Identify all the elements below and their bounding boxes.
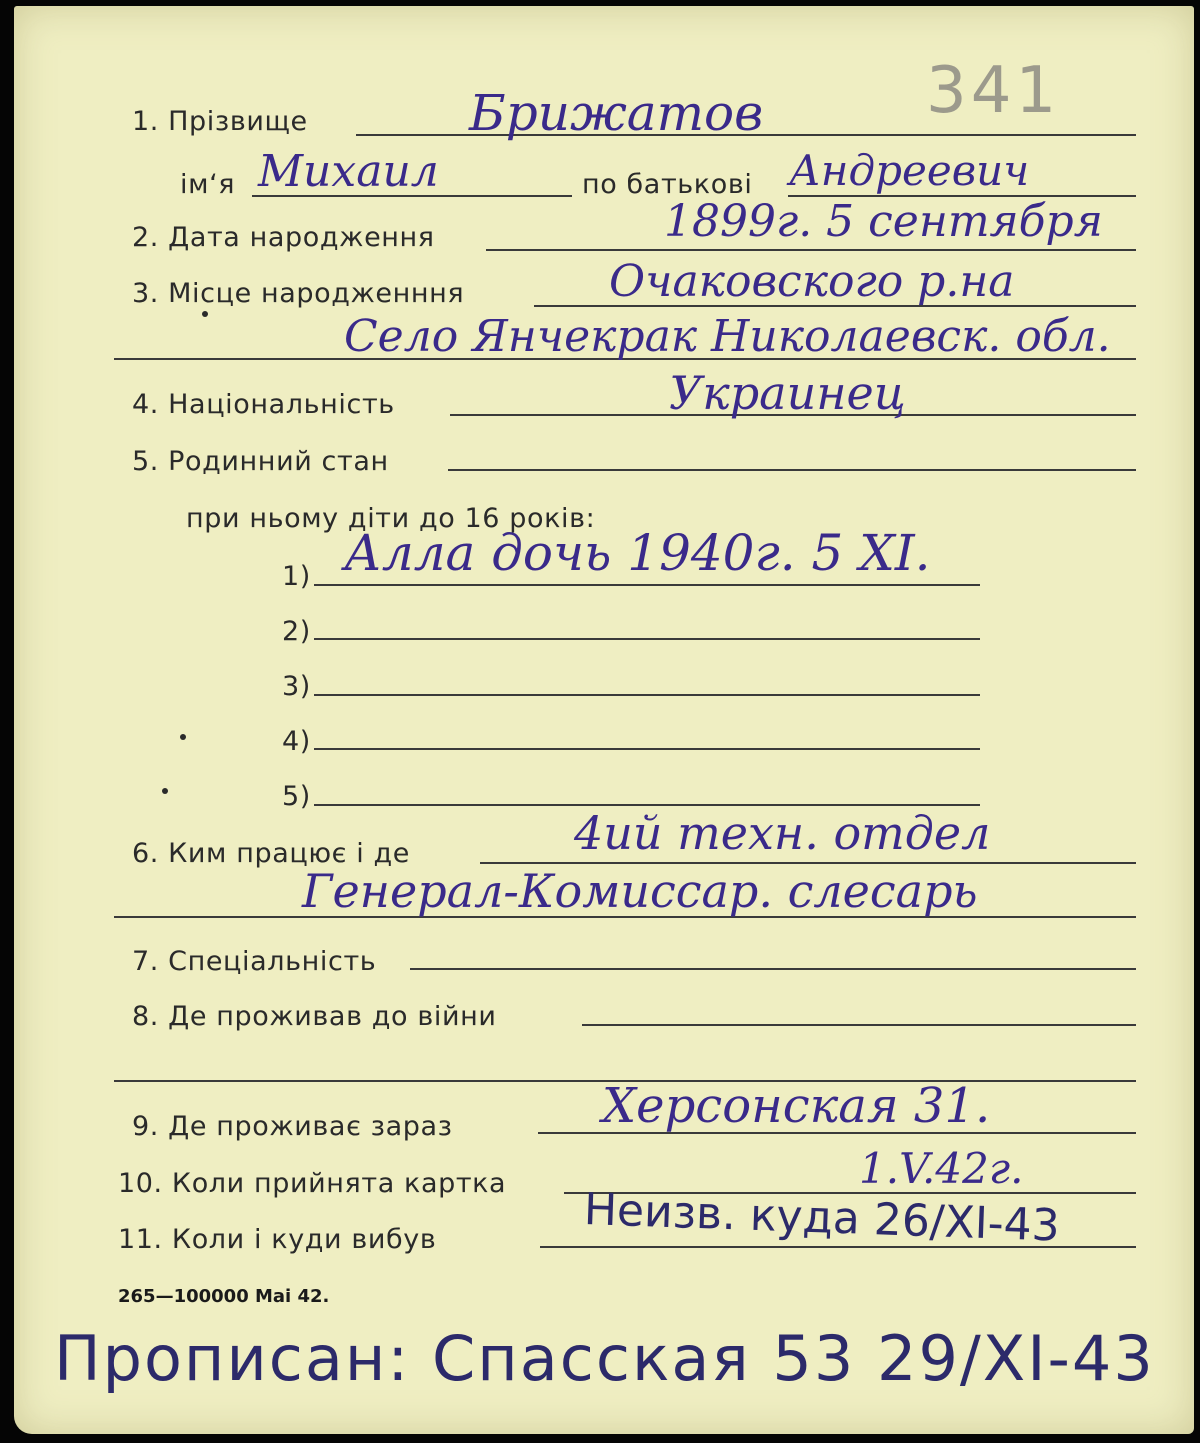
child-value-1: Алла дочь 1940г. 5 XI. — [344, 524, 931, 582]
field-label-marital-status: 5. Родинний стан — [132, 446, 389, 477]
field-label-surname: 1. Прізвище — [132, 106, 308, 137]
field-label-birth-place: 3. Місце народженння — [132, 278, 465, 309]
field-line-marital-status — [448, 469, 1136, 471]
field-value-departure: Неизв. куда 26/XI-43 — [583, 1184, 1061, 1252]
field-line-specialty — [410, 968, 1136, 970]
child-label-3: 3) — [282, 671, 311, 702]
field-label-card-accepted: 10. Коли прийнята картка — [118, 1168, 507, 1199]
field-value-birth-place-1: Очаковского р.на — [609, 256, 1015, 307]
ink-speck — [162, 788, 168, 794]
field-value-birth-place-2: Село Янчекрак Николаевск. обл. — [344, 311, 1111, 362]
field-label-departure: 11. Коли і куди вибув — [118, 1224, 437, 1255]
field-line-prewar-residence — [582, 1024, 1136, 1026]
field-label-patronymic: по батькові — [582, 169, 753, 200]
child-line-2 — [314, 638, 980, 640]
print-run: 265—100000 Mai 42. — [118, 1286, 330, 1307]
field-line-birth-date — [486, 249, 1136, 251]
ink-speck — [202, 311, 208, 317]
field-label-birth-date: 2. Дата народження — [132, 222, 435, 253]
field-value-birth-date: 1899г. 5 сентября — [664, 196, 1103, 247]
child-label-1: 1) — [282, 561, 311, 592]
children-heading: при ньому діти до 16 років: — [186, 503, 596, 534]
registration-note: Прописан: Спасская 53 29/XI-43 — [54, 1322, 1155, 1395]
field-value-employment-2: Генерал-Комиссар. слесарь — [302, 864, 978, 918]
field-label-prewar-residence: 8. Де проживав до війни — [132, 1001, 497, 1032]
field-value-nationality: Украинец — [669, 366, 906, 420]
field-label-first-name: ім‘я — [180, 169, 236, 200]
field-value-surname: Брижатов — [469, 84, 764, 142]
child-label-4: 4) — [282, 726, 311, 757]
field-label-employment: 6. Ким працює і де — [132, 838, 411, 869]
child-line-3 — [314, 694, 980, 696]
field-value-current-residence: Херсонская 31. — [602, 1078, 991, 1134]
child-line-1 — [314, 584, 980, 586]
archive-number: 341 — [926, 54, 1061, 128]
child-label-2: 2) — [282, 616, 311, 647]
field-label-nationality: 4. Національність — [132, 389, 395, 420]
registration-card — [14, 6, 1194, 1434]
field-value-first-name: Михаил — [258, 146, 439, 197]
ink-speck — [180, 734, 186, 740]
field-value-employment-1: 4ий техн. отдел — [574, 806, 991, 860]
field-label-specialty: 7. Спеціальність — [132, 946, 377, 977]
field-value-patronymic: Андреевич — [789, 146, 1030, 195]
child-label-5: 5) — [282, 781, 311, 812]
child-line-4 — [314, 748, 980, 750]
field-label-current-residence: 9. Де проживає зараз — [132, 1111, 453, 1142]
field-value-card-accepted: 1.V.42г. — [859, 1144, 1024, 1193]
